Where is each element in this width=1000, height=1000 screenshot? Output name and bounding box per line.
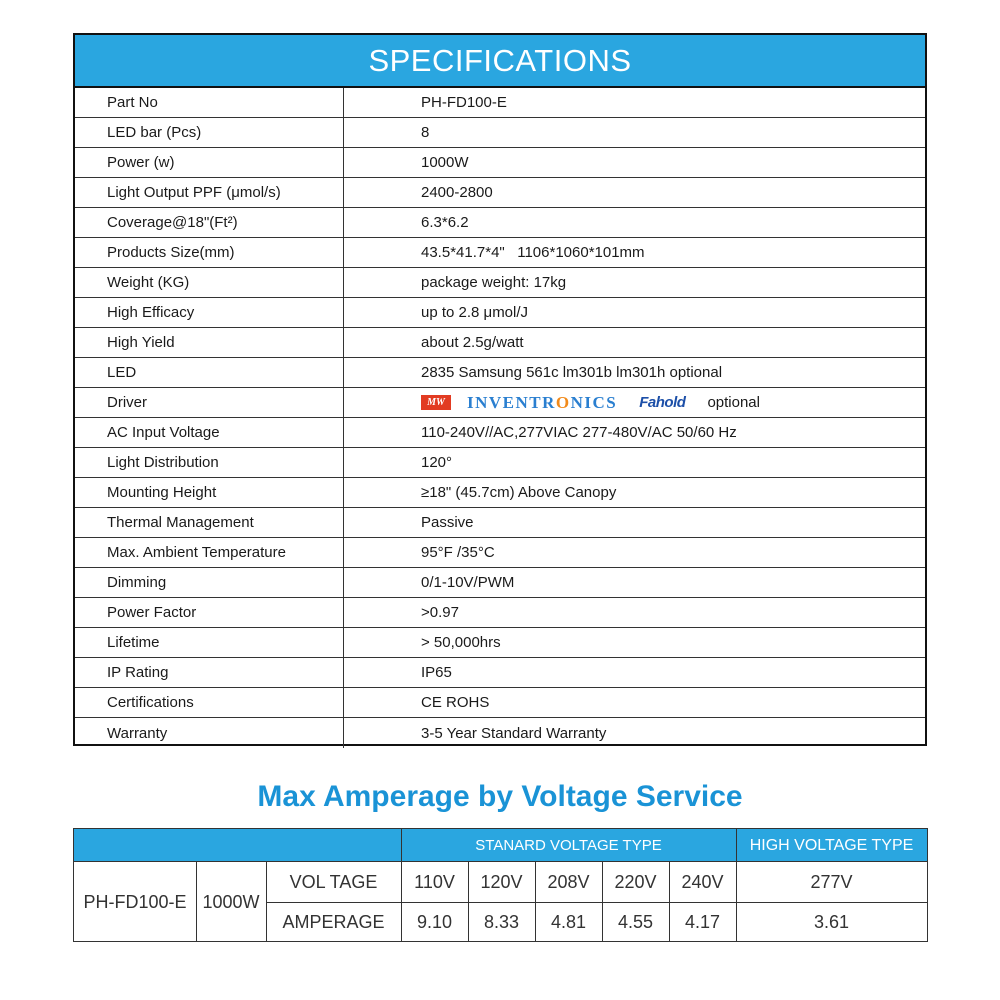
amperage-cell: 4.81 <box>550 911 587 932</box>
inventronics-logo-part: NICS <box>570 392 618 412</box>
spec-label: Thermal Management <box>75 508 344 537</box>
spec-row <box>75 88 925 118</box>
amperage-cell: 3.61 <box>813 911 850 932</box>
spec-rows <box>75 88 925 748</box>
meanwell-logo: MW <box>421 395 451 410</box>
spec-label: Certifications <box>75 688 344 717</box>
spec-label: High Yield <box>75 328 344 357</box>
voltage-cell: 110V <box>414 871 455 892</box>
divider <box>266 862 267 942</box>
spec-label: High Efficacy <box>75 298 344 327</box>
spec-value: Passive <box>421 514 474 531</box>
spec-value: 95°F /35°C <box>421 544 495 561</box>
spec-label: Light Output PPF (μmol/s) <box>75 178 344 207</box>
spec-row <box>75 238 925 268</box>
divider <box>196 862 197 942</box>
divider <box>74 861 927 862</box>
spec-value: 2400-2800 <box>421 184 493 201</box>
inventronics-logo <box>467 393 617 413</box>
spec-value: about 2.5g/watt <box>421 334 524 351</box>
spec-value: IP65 <box>421 664 452 681</box>
spec-label: Light Distribution <box>75 448 344 477</box>
amperage-table <box>73 828 928 942</box>
spec-label: Driver <box>75 388 344 417</box>
amperage-cell: 8.33 <box>483 911 520 932</box>
spec-value-text: optional <box>707 394 760 411</box>
spec-label: LED <box>75 358 344 387</box>
spec-row <box>75 358 925 388</box>
spec-label: Weight (KG) <box>75 268 344 297</box>
divider <box>468 862 469 942</box>
specifications-title: SPECIFICATIONS <box>75 35 925 88</box>
spec-value: 120° <box>421 454 453 471</box>
divider <box>602 862 603 942</box>
spec-value: 0/1-10V/PWM <box>421 574 515 591</box>
spec-row <box>75 478 925 508</box>
spec-row <box>75 538 925 568</box>
spec-label: AC Input Voltage <box>75 418 344 447</box>
amperage-cell: 9.10 <box>416 911 453 932</box>
amperage-label: AMPERAGE <box>282 911 385 932</box>
spec-row <box>75 658 925 688</box>
amperage-cell: 4.55 <box>617 911 654 932</box>
spec-value: up to 2.8 μmol/J <box>421 304 529 321</box>
spec-value: PH-FD100-E <box>421 94 507 111</box>
spec-row <box>75 148 925 178</box>
spec-label: Coverage@18"(Ft²) <box>75 208 344 237</box>
divider <box>669 862 670 942</box>
spec-row <box>75 598 925 628</box>
spec-label: LED bar (Pcs) <box>75 118 344 147</box>
spec-row <box>75 448 925 478</box>
spec-value: 110-240V//AC,277VIAC 277-480V/AC 50/60 Hz <box>421 424 737 441</box>
spec-value: 8 <box>421 124 430 141</box>
spec-row <box>75 178 925 208</box>
inventronics-logo-o: O <box>555 392 571 412</box>
voltage-cell: 120V <box>480 871 523 892</box>
model-cell: PH-FD100-E <box>83 891 187 912</box>
spec-row <box>75 298 925 328</box>
divider <box>401 829 402 942</box>
spec-value <box>344 388 925 417</box>
spec-value: 2835 Samsung 561c lm301b lm301h optional <box>421 364 723 381</box>
voltage-cell: 208V <box>547 871 590 892</box>
spec-value: 6.3*6.2 <box>421 214 469 231</box>
spec-value: > 50,000hrs <box>421 634 501 651</box>
spec-label: Products Size(mm) <box>75 238 344 267</box>
spec-value: ≥18" (45.7cm) Above Canopy <box>421 484 617 501</box>
spec-label: Part No <box>75 88 344 117</box>
spec-value: package weight: 17kg <box>421 274 567 291</box>
spec-value: 43.5*41.7*4" 1106*1060*101mm <box>421 244 645 261</box>
spec-row <box>75 118 925 148</box>
voltage-label: VOL TAGE <box>289 871 378 892</box>
inventronics-logo-part: INVENTR <box>467 392 556 412</box>
voltage-cell: 240V <box>681 871 724 892</box>
spec-row <box>75 268 925 298</box>
standard-voltage-header: STANARD VOLTAGE TYPE <box>401 829 736 862</box>
spec-label: Lifetime <box>75 628 344 657</box>
amperage-cell: 4.17 <box>684 911 721 932</box>
spec-label: Dimming <box>75 568 344 597</box>
spec-label: Power (w) <box>75 148 344 177</box>
spec-value: >0.97 <box>421 604 459 621</box>
voltage-cell: 277V <box>810 871 853 892</box>
divider <box>266 902 927 903</box>
spec-label: IP Rating <box>75 658 344 687</box>
spec-value: 3-5 Year Standard Warranty <box>421 724 607 742</box>
spec-row <box>75 208 925 238</box>
divider <box>736 829 737 942</box>
spec-row <box>75 418 925 448</box>
power-cell: 1000W <box>202 891 260 912</box>
spec-row <box>75 628 925 658</box>
spec-label: Power Factor <box>75 598 344 627</box>
spec-row <box>75 508 925 538</box>
spec-label: Mounting Height <box>75 478 344 507</box>
divider <box>535 862 536 942</box>
specifications-table <box>73 33 927 746</box>
spec-value: 1000W <box>421 154 469 171</box>
fahold-logo: Fahold <box>639 394 686 411</box>
voltage-cell: 220V <box>614 871 657 892</box>
amperage-title: Max Amperage by Voltage Service <box>257 780 743 813</box>
high-voltage-header: HIGH VOLTAGE TYPE <box>736 829 927 862</box>
spec-row <box>75 568 925 598</box>
spec-label: Warranty <box>75 718 344 748</box>
spec-value: CE ROHS <box>421 694 490 711</box>
spec-label: Max. Ambient Temperature <box>75 538 344 567</box>
spec-row <box>75 688 925 718</box>
amperage-header-blank <box>74 829 401 862</box>
spec-row <box>75 328 925 358</box>
spec-row <box>75 388 925 418</box>
spec-row <box>75 718 925 748</box>
